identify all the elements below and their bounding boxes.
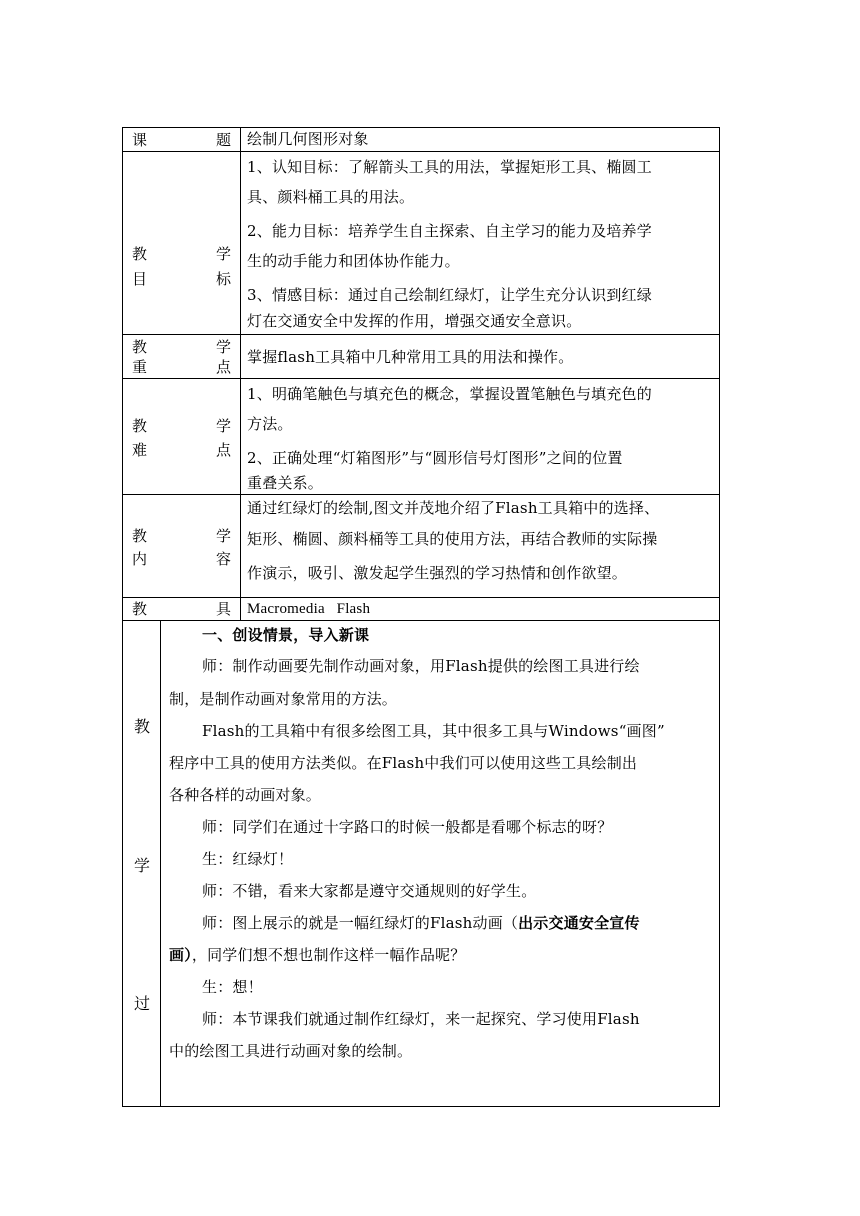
goals-line: 3、情感目标：通过自己绘制红绿灯，让学生充分认识到红绿 [247, 286, 652, 304]
process-label-1: 教 [133, 717, 150, 736]
process-emphasis: 出示交通安全宣传 [518, 914, 640, 932]
content-line: 作演示，吸引、激发起学生强烈的学习热情和创作欲望。 [247, 564, 628, 582]
row-goals [123, 152, 719, 335]
row-topic [123, 128, 719, 152]
tools-label-a: 教 [132, 600, 148, 618]
difficulty-line: 方法。 [247, 415, 293, 433]
process-label-cell [123, 621, 161, 1106]
topic-label-cell [123, 128, 241, 151]
goals-line: 1、认知目标：了解箭头工具的用法，掌握矩形工具、椭圆工 [247, 158, 652, 176]
process-label-3: 过 [133, 994, 150, 1013]
goals-label-2: 学 [215, 245, 231, 263]
key-value: 掌握flash工具箱中几种常用工具的用法和操作。 [247, 348, 574, 366]
process-paragraph: 程序中工具的使用方法类似。在Flash中我们可以使用这些工具绘制出 [169, 754, 638, 772]
content-label-1: 教 [132, 527, 148, 545]
process-paragraph: 生：红绿灯！ [202, 850, 294, 868]
goals-label-1: 教 [132, 245, 148, 263]
topic-label-b: 题 [215, 131, 231, 149]
key-label-cell [123, 335, 241, 378]
goals-line: 2、能力目标：培养学生自主探索、自主学习的能力及培养学 [247, 222, 652, 240]
difficulty-line: 重叠关系。 [247, 474, 324, 492]
difficulty-line: 2、正确处理“灯箱图形”与“圆形信号灯图形”之间的位置 [247, 449, 623, 467]
difficulty-value-cell [241, 379, 719, 494]
topic-value: 绘制几何图形对象 [247, 130, 369, 148]
process-paragraph [169, 939, 711, 971]
content-line: 矩形、椭圆、颜料桶等工具的使用方法，再结合教师的实际操 [247, 530, 658, 548]
goals-label-4: 标 [215, 270, 231, 288]
difficulty-label-cell [123, 379, 241, 494]
process-emphasis: 画） [169, 946, 192, 964]
key-label-2: 学 [215, 338, 231, 356]
goals-label-cell [123, 152, 241, 334]
key-label-1: 教 [132, 338, 148, 356]
process-paragraph: 师：不错，看来大家都是遵守交通规则的好学生。 [202, 882, 537, 900]
goals-value-cell [241, 152, 719, 334]
difficulty-line: 1、明确笔触色与填充色的概念，掌握设置笔触色与填充色的 [247, 385, 652, 403]
process-paragraph: Flash的工具箱中有很多绘图工具，其中很多工具与Windows“画图” [202, 722, 665, 740]
topic-value-cell [241, 128, 719, 151]
row-key-points [123, 335, 719, 379]
key-value-cell [241, 335, 719, 378]
process-paragraph: 师：制作动画要先制作动画对象，用Flash提供的绘图工具进行绘 [202, 657, 640, 675]
process-content-cell [161, 621, 719, 1106]
goals-label-3: 目 [132, 270, 148, 288]
goals-line: 具、颜料桶工具的用法。 [247, 188, 415, 206]
process-heading: 一、创设情景，导入新课 [202, 626, 370, 644]
process-text: ，同学们想不想也制作这样一幅作品呢？ [191, 946, 466, 964]
content-label-2: 学 [215, 527, 231, 545]
process-paragraph: 师：同学们在通过十字路口的时候一般都是看哪个标志的呀？ [202, 818, 613, 836]
process-label-2: 学 [133, 856, 150, 875]
difficulty-label-2: 学 [215, 417, 231, 435]
content-label-cell [123, 495, 241, 597]
tools-value-cell [241, 598, 719, 620]
process-text: 师：图上展示的就是一幅红绿灯的Flash动画（ [202, 914, 519, 932]
row-content [123, 495, 719, 598]
difficulty-label-4: 点 [215, 441, 231, 459]
tools-value: Macromedia Flash [247, 601, 371, 617]
content-label-3: 内 [132, 550, 148, 568]
goals-line: 生的动手能力和团体协作能力。 [247, 252, 460, 270]
difficulty-label-3: 难 [132, 441, 148, 459]
process-paragraph: 生：想！ [202, 978, 263, 996]
content-value-cell [241, 495, 719, 597]
key-label-3: 重 [132, 358, 148, 376]
content-line: 通过红绿灯的绘制,图文并茂地介绍了Flash工具箱中的选择、 [247, 499, 660, 517]
topic-label-a: 课 [132, 131, 148, 149]
row-tools [123, 598, 719, 621]
difficulty-label-1: 教 [132, 417, 148, 435]
goals-line: 灯在交通安全中发挥的作用，增强交通安全意识。 [247, 312, 582, 330]
row-difficulties [123, 379, 719, 495]
tools-label-cell [123, 598, 241, 620]
content-label-4: 容 [215, 550, 231, 568]
key-label-4: 点 [215, 358, 231, 376]
process-paragraph [169, 907, 711, 939]
lesson-plan-table [122, 127, 720, 1107]
process-paragraph: 制，是制作动画对象常用的方法。 [169, 690, 398, 708]
tools-label-b: 具 [215, 600, 231, 618]
row-process [123, 621, 719, 1106]
process-paragraph: 师：本节课我们就通过制作红绿灯，来一起探究、学习使用Flash [202, 1010, 640, 1028]
process-paragraph: 中的绘图工具进行动画对象的绘制。 [169, 1042, 413, 1060]
process-paragraph: 各种各样的动画对象。 [169, 786, 322, 804]
